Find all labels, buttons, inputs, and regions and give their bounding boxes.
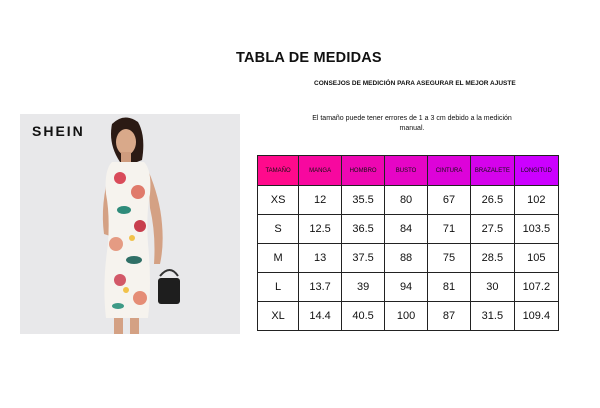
- table-cell: 75: [427, 244, 470, 273]
- product-photo: [20, 114, 240, 334]
- header-size: TAMAÑO: [258, 156, 299, 186]
- table-cell: 14.4: [299, 302, 342, 331]
- header-sleeve: MANGA: [299, 156, 342, 186]
- table-cell: 100: [385, 302, 428, 331]
- table-cell: 12.5: [299, 215, 342, 244]
- table-row: [258, 244, 559, 273]
- table-cell: 30: [471, 273, 515, 302]
- table-row: [258, 273, 559, 302]
- table-cell: 26.5: [471, 186, 515, 215]
- table-cell: 13.7: [299, 273, 342, 302]
- table-cell: 87: [427, 302, 470, 331]
- table-cell: 36.5: [342, 215, 385, 244]
- table-cell: 88: [385, 244, 428, 273]
- table-cell: 35.5: [342, 186, 385, 215]
- table-cell: XS: [258, 186, 299, 215]
- table-cell: 27.5: [471, 215, 515, 244]
- table-cell: M: [258, 244, 299, 273]
- model-dress-illustration: [20, 114, 240, 334]
- header-bracelet: BRAZALETE: [471, 156, 515, 186]
- table-row: [258, 215, 559, 244]
- page-title: TABLA DE MEDIDAS: [236, 50, 382, 66]
- table-cell: 107.2: [514, 273, 558, 302]
- table-cell: 12: [299, 186, 342, 215]
- table-cell: 105: [514, 244, 558, 273]
- table-row: [258, 302, 559, 331]
- table-cell: 84: [385, 215, 428, 244]
- table-cell: 103.5: [514, 215, 558, 244]
- table-cell: 71: [427, 215, 470, 244]
- size-chart-table: [257, 155, 559, 331]
- table-cell: 31.5: [471, 302, 515, 331]
- table-cell: 102: [514, 186, 558, 215]
- table-cell: L: [258, 273, 299, 302]
- table-cell: 67: [427, 186, 470, 215]
- table-row: [258, 186, 559, 215]
- table-cell: XL: [258, 302, 299, 331]
- table-cell: 109.4: [514, 302, 558, 331]
- table-cell: 80: [385, 186, 428, 215]
- table-cell: 94: [385, 273, 428, 302]
- table-cell: S: [258, 215, 299, 244]
- header-waist: CINTURA: [427, 156, 470, 186]
- page-subtitle: CONSEJOS DE MEDICIÓN PARA ASEGURAR EL MEJOR AJUSTE: [314, 80, 516, 87]
- table-cell: 13: [299, 244, 342, 273]
- table-cell: 39: [342, 273, 385, 302]
- header-length: LONGITUD: [514, 156, 558, 186]
- header-bust: BUSTO: [385, 156, 428, 186]
- table-cell: 37.5: [342, 244, 385, 273]
- table-cell: 81: [427, 273, 470, 302]
- header-shoulder: HOMBRO: [342, 156, 385, 186]
- table-header-row: [258, 156, 559, 186]
- measurement-note: El tamaño puede tener errores de 1 a 3 cm debido a la medición manual.: [312, 115, 512, 132]
- table-cell: 28.5: [471, 244, 515, 273]
- table-cell: 40.5: [342, 302, 385, 331]
- brand-logo: SHEIN: [32, 123, 85, 139]
